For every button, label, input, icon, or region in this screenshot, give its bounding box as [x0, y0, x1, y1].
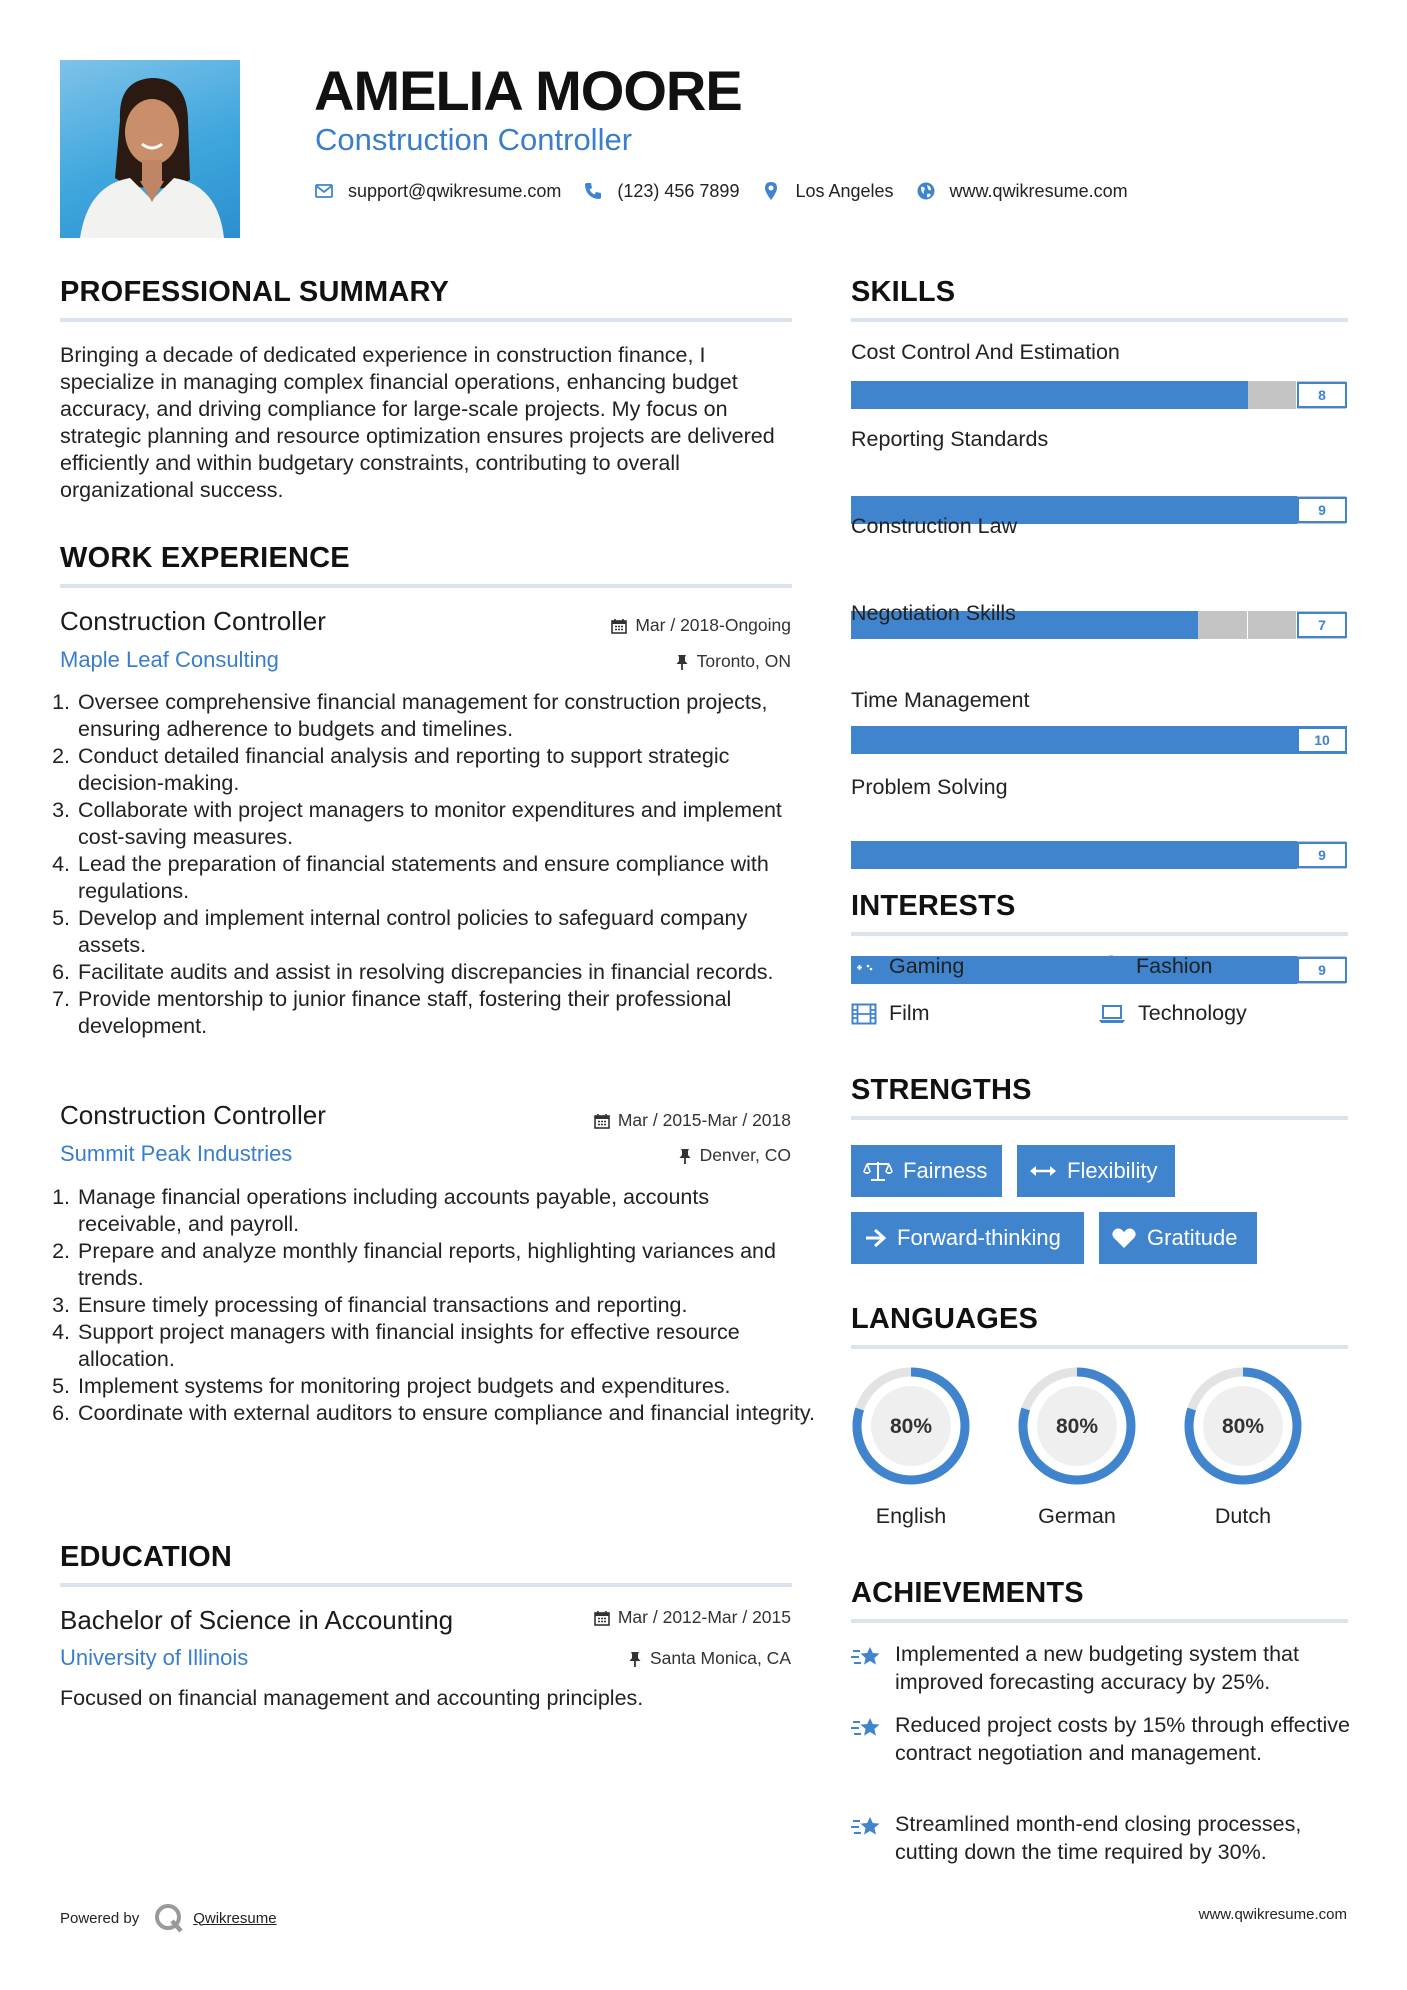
- laptop-icon: [1098, 1003, 1126, 1025]
- skill-score: 9: [1297, 497, 1347, 523]
- achievement-item: [851, 1711, 1351, 1767]
- language-name: Dutch: [1214, 1504, 1272, 1528]
- interest-label: Fashion: [1136, 954, 1213, 978]
- shooting-star-icon: [851, 1714, 883, 1742]
- list-item: 6. Facilitate audits and assist in resolving discrepancies in financial records.: [76, 959, 816, 986]
- candidate-role: Construction Controller: [315, 122, 633, 157]
- strength-label: Fairness: [903, 1158, 988, 1183]
- qwikresume-logo-icon: [153, 1902, 185, 1934]
- job-dates-text: Mar / 2018-Ongoing: [635, 615, 791, 635]
- experience-heading: WORK EXPERIENCE: [60, 542, 350, 574]
- skill-bar-segment: [1198, 611, 1247, 639]
- arrow-right-icon: [863, 1227, 887, 1249]
- education-location-text: Santa Monica, CA: [649, 1648, 791, 1668]
- profile-photo: [60, 60, 240, 238]
- achievement-item: [851, 1640, 1351, 1696]
- skill-bar: [851, 381, 1347, 409]
- languages-heading: LANGUAGES: [851, 1303, 1039, 1335]
- calendar-icon: [594, 1610, 610, 1626]
- pushpin-icon: [678, 1148, 692, 1164]
- shopping-bag-icon: [1098, 955, 1124, 979]
- job-dates: [594, 1110, 791, 1131]
- footer-branding: [60, 1902, 277, 1934]
- skills-divider: [851, 318, 1348, 322]
- strength-label: Gratitude: [1147, 1225, 1238, 1250]
- job-location: [678, 1145, 791, 1166]
- candidate-name: AMELIA MOORE: [314, 59, 742, 122]
- skill-bar: [851, 726, 1347, 754]
- education-divider: [60, 1583, 792, 1587]
- education-dates-text: Mar / 2012-Mar / 2015: [617, 1607, 791, 1627]
- language-percent: 80%: [1055, 1415, 1099, 1438]
- interest-item: [851, 954, 964, 979]
- education-dates: [594, 1607, 791, 1628]
- film-icon: [851, 1003, 877, 1025]
- languages-divider: [851, 1345, 1348, 1349]
- footer-website[interactable]: www.qwikresume.com: [1198, 1906, 1347, 1923]
- job-location: [675, 651, 791, 672]
- skill-label: Problem Solving: [851, 775, 1008, 799]
- language-item: [1007, 1364, 1147, 1529]
- map-marker-icon: [761, 181, 781, 201]
- list-item: 2. Prepare and analyze monthly financial reports, highlighting variances and trends.: [76, 1238, 816, 1292]
- qwikresume-link[interactable]: Qwikresume: [193, 1909, 277, 1927]
- interest-item: [1098, 1001, 1247, 1026]
- language-ring: [1007, 1364, 1147, 1494]
- calendar-icon: [594, 1113, 610, 1129]
- strength-label: Flexibility: [1067, 1158, 1158, 1183]
- calendar-icon: [611, 618, 627, 634]
- strength-chip: [1099, 1212, 1257, 1264]
- list-item: 1. Manage financial operations including accounts payable, accounts receivable, and payroll.: [76, 1184, 816, 1238]
- phone-icon: [583, 181, 603, 201]
- skill-score: 10: [1297, 727, 1347, 753]
- interest-item: [1098, 954, 1213, 979]
- summary-text: Bringing a decade of dedicated experience in construction finance, I specialize in managing complex financial operations, enhancing budget accuracy, and driving compliance for large-scale projects. My focus on strategic planning and resource optimization ensures projects are delivered efficiently and within budgetary constraints, contributing to overall organizational success.: [60, 343, 775, 502]
- arrows-horizontal-icon: [1029, 1161, 1057, 1181]
- shooting-star-icon: [851, 1643, 883, 1671]
- language-item: [841, 1364, 981, 1529]
- pushpin-icon: [628, 1651, 642, 1667]
- list-item: 3. Collaborate with project managers to monitor expenditures and implement cost-saving measures.: [76, 797, 816, 851]
- achievement-item: [851, 1810, 1351, 1866]
- list-item: 3. Ensure timely processing of financial transactions and reporting.: [76, 1292, 816, 1319]
- achievement-text: Implemented a new budgeting system that improved forecasting accuracy by 25%.: [895, 1642, 1299, 1694]
- job-duties-list: [56, 689, 816, 1040]
- skill-bar-fill: [851, 841, 1297, 869]
- achievement-text: Reduced project costs by 15% through effective contract negotiation and management.: [895, 1713, 1350, 1765]
- gamepad-icon: [851, 957, 877, 977]
- skill-label: Negotiation Skills: [851, 601, 1016, 625]
- job-title: Construction Controller: [60, 606, 326, 636]
- job-company: Maple Leaf Consulting: [60, 647, 279, 672]
- language-ring: [841, 1364, 981, 1494]
- summary-heading: PROFESSIONAL SUMMARY: [60, 276, 450, 308]
- skills-heading: SKILLS: [851, 276, 956, 308]
- skill-label: Construction Law: [851, 514, 1018, 538]
- language-percent: 80%: [889, 1415, 933, 1438]
- skill-label: Time Management: [851, 688, 1030, 712]
- strength-chip: [1017, 1145, 1175, 1197]
- language-item: [1173, 1364, 1313, 1529]
- balance-scale-icon: [863, 1159, 893, 1183]
- summary-divider: [60, 318, 792, 322]
- interest-label: Film: [889, 1001, 930, 1025]
- education-degree: Bachelor of Science in Accounting: [60, 1605, 454, 1635]
- powered-by-label: Powered by: [60, 1909, 140, 1927]
- heart-icon: [1111, 1226, 1137, 1250]
- education-heading: EDUCATION: [60, 1541, 233, 1573]
- skill-score: 9: [1297, 842, 1347, 868]
- list-item: 5. Develop and implement internal control policies to safeguard company assets.: [76, 905, 816, 959]
- skill-bar-fill: [851, 381, 1248, 409]
- contact-phone[interactable]: (123) 456 7899: [617, 180, 740, 201]
- achievements-heading: ACHIEVEMENTS: [851, 1577, 1084, 1609]
- skill-label: Cost Control And Estimation: [851, 340, 1120, 364]
- envelope-icon: [314, 181, 334, 201]
- language-ring: [1173, 1364, 1313, 1494]
- experience-divider: [60, 584, 792, 588]
- strength-label: Forward-thinking: [897, 1225, 1061, 1250]
- education-description: Focused on financial management and accounting principles.: [60, 1686, 644, 1710]
- education-school: University of Illinois: [60, 1645, 249, 1670]
- achievements-divider: [851, 1619, 1348, 1623]
- job-title: Construction Controller: [60, 1100, 326, 1130]
- contact-website[interactable]: www.qwikresume.com: [949, 180, 1128, 201]
- interest-label: Gaming: [889, 954, 965, 978]
- job-location-text: Toronto, ON: [696, 651, 791, 671]
- strengths-heading: STRENGTHS: [851, 1074, 1032, 1106]
- strength-chip: [851, 1212, 1084, 1264]
- skill-bar-fill: [851, 726, 1347, 754]
- skill-score: 9: [1297, 957, 1347, 983]
- list-item: 1. Oversee comprehensive financial management for construction projects, ensuring adherence to budgets and timelines.: [76, 689, 816, 743]
- list-item: 4. Support project managers with financial insights for effective resource allocation.: [76, 1319, 816, 1373]
- job-dates-text: Mar / 2015-Mar / 2018: [617, 1110, 791, 1130]
- interest-label: Technology: [1138, 1001, 1247, 1025]
- skill-score: 7: [1297, 612, 1347, 638]
- list-item: 6. Coordinate with external auditors to ensure compliance and financial integrity.: [76, 1400, 816, 1427]
- skill-bar-segment: [1248, 381, 1297, 409]
- language-name: English: [875, 1504, 947, 1528]
- skill-bar-segment: [1248, 611, 1297, 639]
- strength-chip: [851, 1145, 1002, 1197]
- job-duties-list: [56, 1184, 816, 1427]
- list-item: 5. Implement systems for monitoring project budgets and expenditures.: [76, 1373, 816, 1400]
- language-name: German: [1038, 1504, 1116, 1528]
- job-company: Summit Peak Industries: [60, 1141, 293, 1166]
- strengths-divider: [851, 1116, 1348, 1120]
- job-location-text: Denver, CO: [699, 1145, 791, 1165]
- interests-heading: INTERESTS: [851, 890, 1016, 922]
- languages-list: [840, 1364, 1360, 1534]
- list-item: 7. Provide mentorship to junior finance staff, fostering their professional development.: [76, 986, 816, 1040]
- contact-location: Los Angeles: [795, 180, 894, 201]
- globe-icon: [916, 181, 936, 201]
- pushpin-icon: [675, 654, 689, 670]
- interest-item: [851, 1001, 930, 1026]
- skill-label: Reporting Standards: [851, 427, 1049, 451]
- skill-score: 8: [1297, 382, 1347, 408]
- list-item: 4. Lead the preparation of financial statements and ensure compliance with regulations.: [76, 851, 816, 905]
- language-percent: 80%: [1221, 1415, 1265, 1438]
- education-location: [628, 1648, 791, 1669]
- skill-bar: [851, 841, 1347, 869]
- list-item: 2. Conduct detailed financial analysis and reporting to support strategic decision-making.: [76, 743, 816, 797]
- contact-email[interactable]: support@qwikresume.com: [348, 180, 562, 201]
- achievement-text: Streamlined month-end closing processes, cutting down the time required by 30%.: [895, 1812, 1302, 1864]
- interests-divider: [851, 932, 1348, 936]
- job-dates: [611, 615, 791, 636]
- contact-info: [314, 178, 1150, 204]
- shooting-star-icon: [851, 1813, 883, 1841]
